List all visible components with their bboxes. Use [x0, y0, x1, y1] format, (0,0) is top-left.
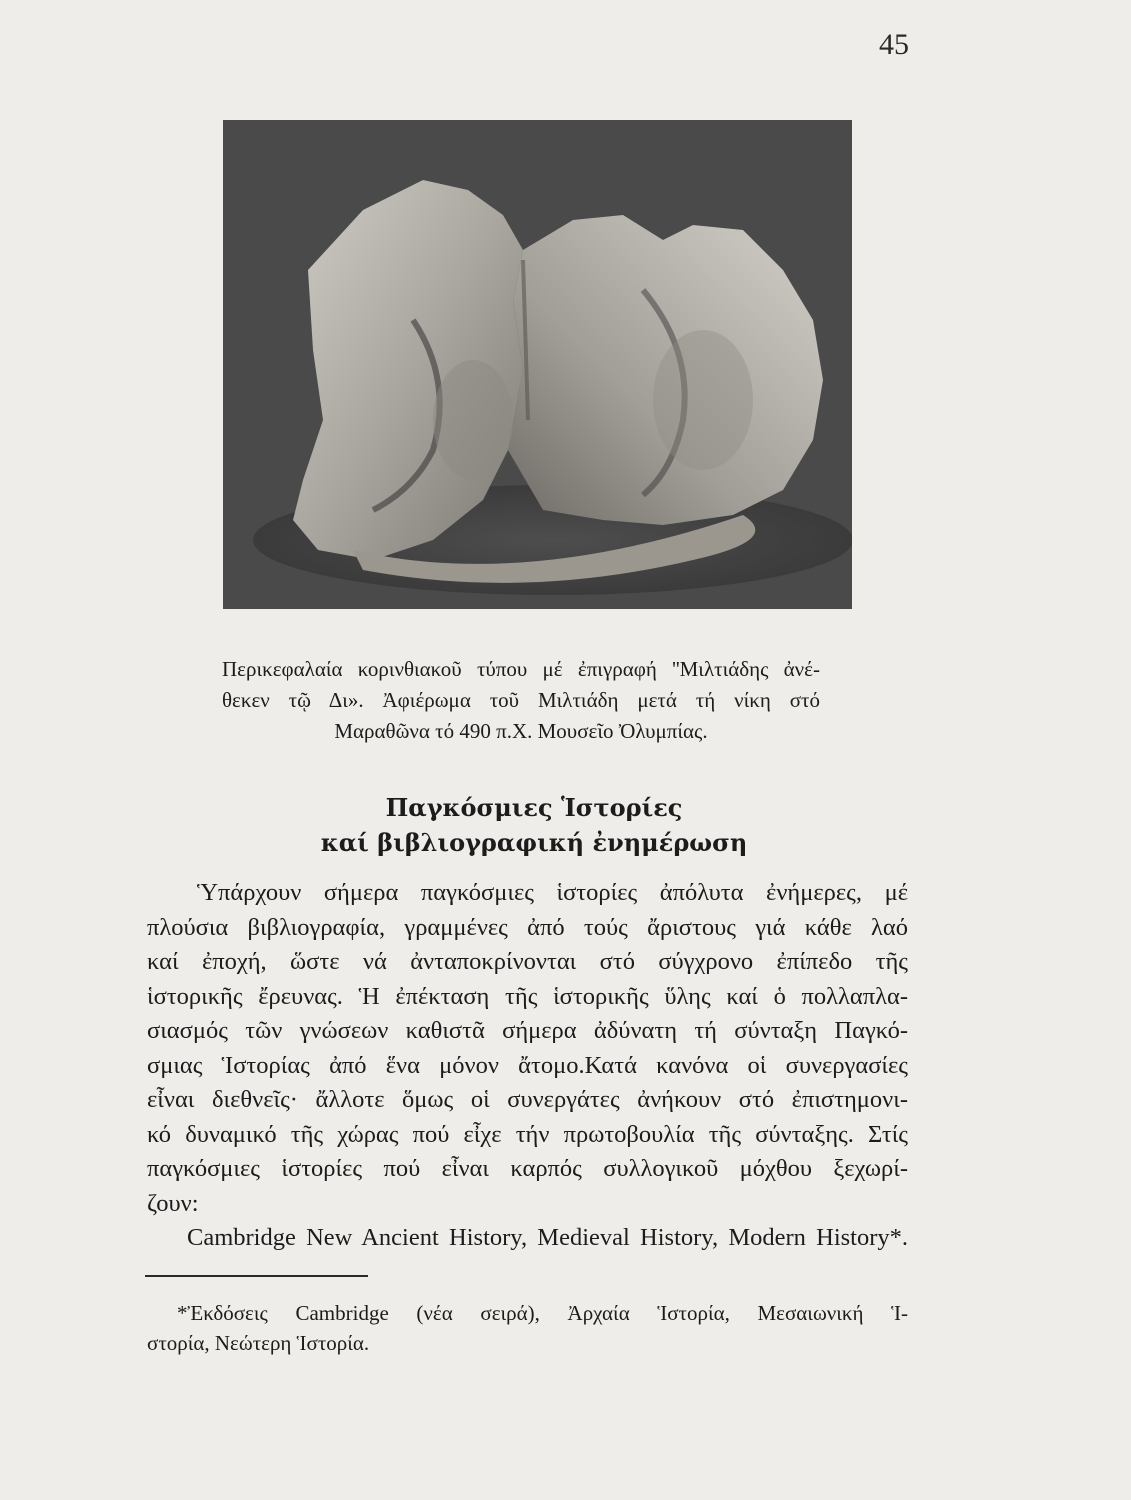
body-english-line: Cambridge New Ancient History, Medieval History, Modern History*. — [187, 1224, 908, 1251]
section-heading-line-1: Παγκόσμιες Ἱστορίες — [385, 793, 683, 822]
body-line: ἱστορικῆς ἔρευνας. Ἡ ἐπέκταση τῆς ἱστορικῆς ὕλης καί ὁ πολλαπλα- — [147, 982, 908, 1010]
body-line: πλούσια βιβλιογραφία, γραμμένες ἀπό τούς ἄριστους γιά κάθε λαό — [147, 913, 908, 941]
body-line: κό δυναμικό τῆς χώρας πού εἶχε τήν πρωτοβουλία τῆς σύνταξης. Στίς — [147, 1120, 908, 1148]
body-line: εἶναι διεθνεῖς· ἄλλοτε ὅμως οἱ συνεργάτες ἀνήκουν στό ἐπιστημονι- — [147, 1086, 908, 1113]
footnote — [147, 1298, 908, 1358]
body-line: καί ἐποχή, ὥστε νά ἀνταποκρίνονται στό σύγχρονο ἐπίπεδο τῆς — [147, 948, 908, 975]
footnote-divider — [145, 1275, 368, 1277]
body-line: Ὑπάρχουν σήμερα παγκόσμιες ἱστορίες ἀπόλυτα ἐνήμερες, μέ — [197, 879, 908, 906]
body-line: παγκόσμιες ἱστορίες πού εἶναι καρπός συλλογικοῦ μόχθου ξεχωρί- — [147, 1155, 908, 1182]
body-paragraph — [147, 876, 908, 1256]
caption-line: θεκεν τῷ Δι». Ἀφιέρωμα τοῦ Μιλτιάδη μετά τή νίκη στό — [222, 688, 820, 712]
footnote-line: στορία, Νεώτερη Ἱστορία. — [147, 1331, 370, 1355]
caption-line: Μαραθῶνα τό 490 π.Χ. Μουσεῖο Ὀλυμπίας. — [334, 719, 708, 743]
caption-line: Περικεφαλαία κορινθιακοῦ τύπου μέ ἐπιγραφή ''Μιλτιάδης ἀνέ- — [222, 657, 820, 681]
footnote-line: *Ἐκδόσεις Cambridge (νέα σειρά), Ἀρχαία Ἱστορία, Μεσαιωνική Ἱ- — [177, 1301, 908, 1325]
page-number: 45 — [879, 28, 909, 61]
body-line: ζουν: — [147, 1189, 199, 1217]
helmet-photograph — [223, 120, 852, 609]
photo-caption — [222, 654, 820, 747]
section-heading — [160, 790, 908, 860]
body-line: σιασμός τῶν γνώσεων καθιστᾶ σήμερα ἀδύνατη τή σύνταξη Παγκό- — [147, 1017, 908, 1044]
corinthian-helmet-image — [223, 120, 852, 609]
body-line: σμιας Ἱστορίας ἀπό ἕνα μόνον ἄτομο.Κατά κανόνα οἱ συνεργασίες — [147, 1051, 908, 1079]
section-heading-line-2: καί βιβλιογραφική ἐνημέρωση — [320, 828, 748, 857]
